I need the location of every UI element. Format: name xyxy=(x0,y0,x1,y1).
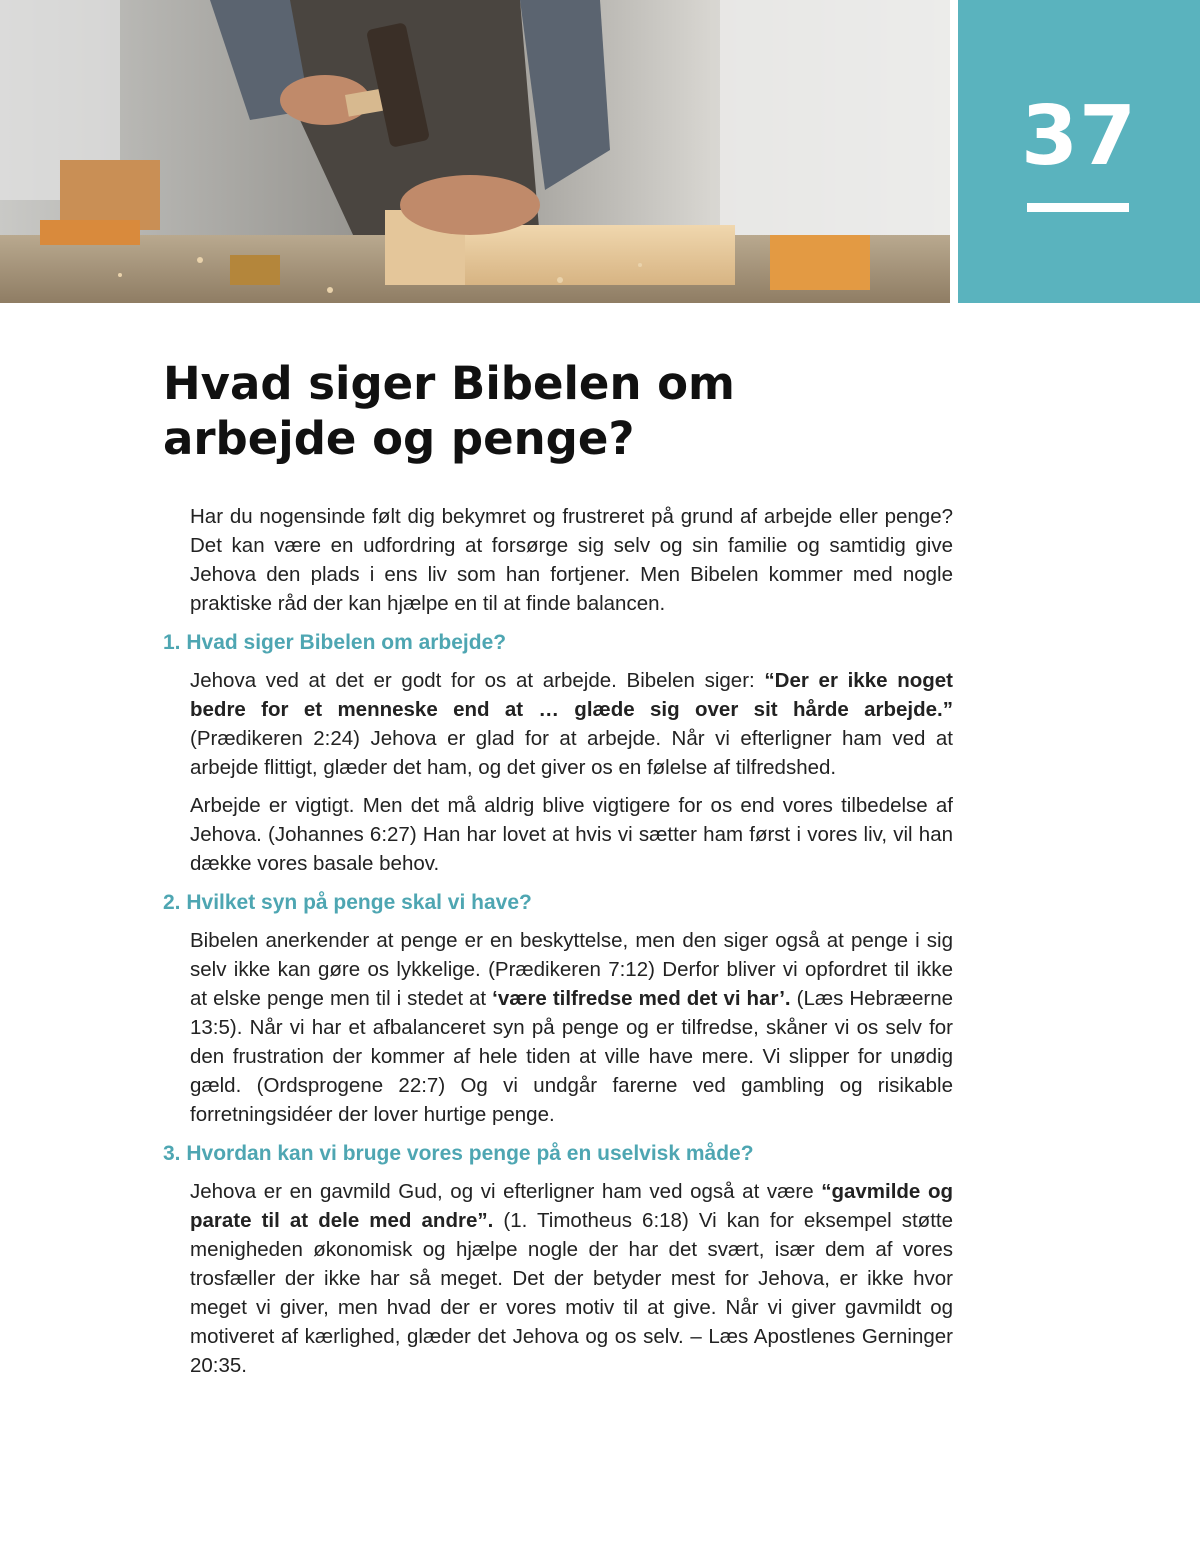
badge-underline xyxy=(1027,203,1129,212)
section-heading-3: 3. Hvordan kan vi bruge vores penge på en uselvisk måde? xyxy=(163,1142,754,1165)
carpenter-illustration xyxy=(0,0,950,303)
article-body xyxy=(163,502,953,1389)
paragraph-text: Jehova ved at det er godt for os at arbejde. Bibelen siger: xyxy=(190,669,765,692)
paragraph-text: Bibelen anerkender at penge er en beskyttelse, men den siger også at penge i sig selv ikke kan gøre os lykkelige. (Prædikeren 7:12) Derfor bliver vi opfordret til ikke at elske penge men til i stedet at xyxy=(190,929,953,1010)
section-3-paragraph-1 xyxy=(190,1177,953,1380)
section-1-paragraph-1 xyxy=(190,666,953,782)
paragraph-text: (1. Timotheus 6:18) Vi kan for eksempel støtte menigheden økonomisk og hjælpe nogle der har det svært, især dem af vores trosfæller der ikke har så meget. Det der betyder mest for Jehova, er ikke hvor meget vi giver, men hvad der er vores motiv til at give. Når vi giver gavmildt og motiveret af kærlighed, glæder det Jehova og os selv. – Læs Apostlenes Gerninger 20:35. xyxy=(190,1209,953,1377)
header-photo xyxy=(0,0,950,303)
scripture-quote: ‘være tilfredse med det vi har’. xyxy=(492,987,791,1010)
scripture-quote: “Der er ikke noget bedre for et menneske end at … glæde sig over sit hårde arbejde.” xyxy=(190,669,953,721)
paragraph-text: (Læs Hebræerne 13:5). Når vi har et afbalanceret syn på penge og er tilfredse, skåner vi os selv for den frustration der kommer af hele tiden at ville have mere. Vi slipper for unødig gæld. (Ordsprogene 22:7) Og vi undgår farerne ved gambling og risikable forretningsidéer der lover hurtige penge. xyxy=(190,987,954,1126)
scripture-quote: “gavmilde og parate til at dele med andre”. xyxy=(190,1180,953,1232)
section-1-paragraph-2: Arbejde er vigtigt. Men det må aldrig blive vigtigere for os end vores tilbedelse af Jehova. (Johannes 6:27) Han har lovet at hvis vi sætter ham først i vores liv, vil han dække vores basale behov. xyxy=(190,794,953,875)
page-title xyxy=(163,356,883,466)
lesson-number: 37 xyxy=(1020,89,1138,184)
paragraph-text: (Prædikeren 2:24) Jehova er glad for at arbejde. Når vi efterligner ham ved at arbejde flittigt, glæder det ham, og det giver os en følelse af tilfredshed. xyxy=(190,727,953,779)
section-heading-2: 2. Hvilket syn på penge skal vi have? xyxy=(163,891,532,914)
section-2-paragraph-1 xyxy=(190,926,953,1129)
intro-paragraph: Har du nogensinde følt dig bekymret og frustreret på grund af arbejde eller penge? Det kan være en udfordring at forsørge sig selv og sin familie og samtidig give Jehova den plads i ens liv som han fortjener. Men Bibelen kommer med nogle praktiske råd der kan hjælpe en til at finde balancen. xyxy=(190,505,953,615)
paragraph-text: Jehova er en gavmild Gud, og vi efterligner ham ved også at være xyxy=(190,1180,822,1203)
section-heading-1: 1. Hvad siger Bibelen om arbejde? xyxy=(163,631,507,654)
title-line-2: arbejde og penge? xyxy=(163,412,635,465)
lesson-badge xyxy=(958,0,1200,303)
title-line-1: Hvad siger Bibelen om xyxy=(163,357,735,410)
